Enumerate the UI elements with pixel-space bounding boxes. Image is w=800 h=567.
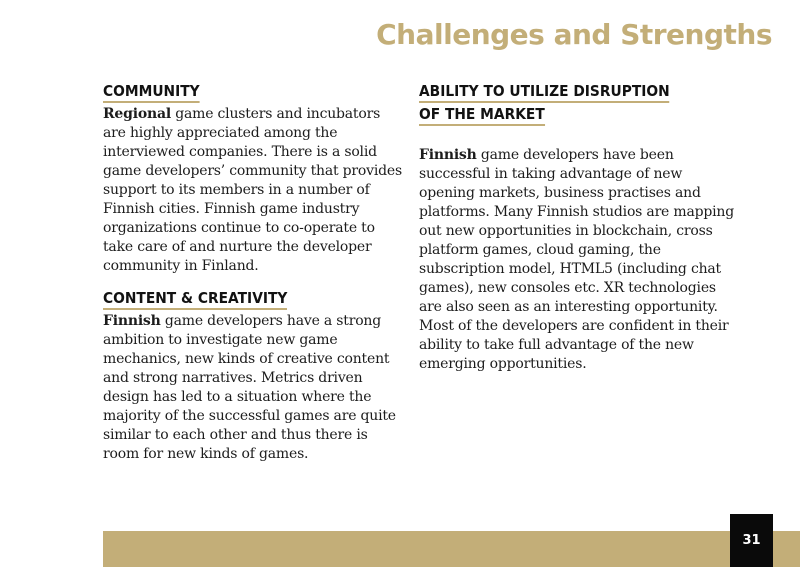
content-text: game developers have a strong ambition to investigate new game mechanics, new kinds of creative content and strong narratives. Metrics driven design has led to a situation where the majority of the successful games are quite similar to each other and thus there is room for new kinds of games.: [103, 313, 396, 462]
community-body: [103, 105, 403, 276]
content-lead: Finnish: [103, 313, 161, 329]
community-lead: Regional: [103, 106, 171, 122]
right-column: [419, 80, 739, 374]
left-column: [103, 80, 403, 464]
disruption-body: [419, 146, 739, 374]
disruption-heading: ABILITY TO UTILIZE DISRUPTION OF THE MARKET: [419, 80, 713, 126]
disruption-text: game developers have been successful in taking advantage of new opening markets, business practises and platforms. Many Finnish studios are mapping out new opportunities in blockchain, cross platform games, cloud gaming, the subscription model, HTML5 (including chat games), new consoles etc. XR technologies are also seen as an interesting opportunity. Most of the developers are confident in their ability to take full advantage of the new emerging opportunities.: [419, 147, 734, 372]
disruption-section: [419, 80, 739, 374]
page-title: Challenges and Strengths: [376, 18, 772, 51]
community-text: game clusters and incubators are highly appreciated among the interviewed companies. There is a solid game developers’ community that provides support to its members in a number of Finnish cities. Finnish game industry organizations continue to co-operate to take care of and nurture the developer community in Finland.: [103, 106, 402, 274]
community-section: [103, 80, 403, 276]
disruption-lead: Finnish: [419, 147, 477, 163]
content-body: [103, 312, 403, 464]
content-section: [103, 287, 403, 464]
community-heading: COMMUNITY: [103, 80, 379, 103]
content-heading: CONTENT & CREATIVITY: [103, 287, 379, 310]
page-number: 31: [730, 514, 773, 567]
footer-bar: [103, 531, 800, 567]
